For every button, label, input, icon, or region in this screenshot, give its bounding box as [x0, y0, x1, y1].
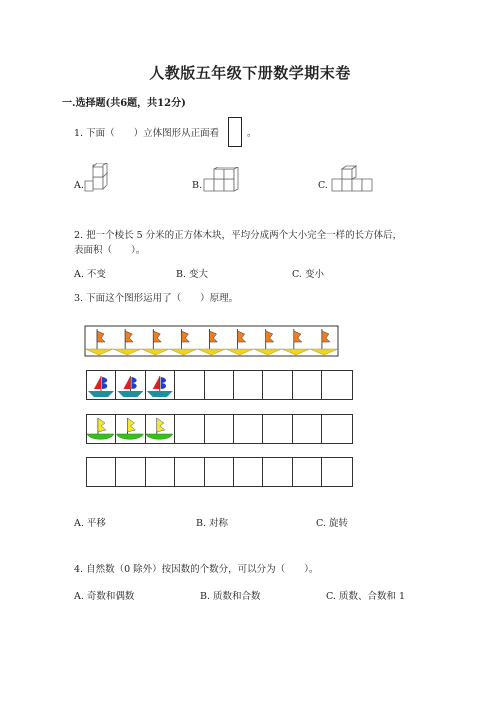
boat-hull — [117, 391, 143, 397]
empty-cell — [205, 415, 234, 443]
q4-option-a[interactable]: A. 奇数和偶数 — [74, 591, 135, 602]
front-view-rectangle — [228, 117, 242, 147]
empty-cell — [263, 458, 292, 486]
empty-cell — [263, 371, 292, 399]
question-4: 4. 自然数（0 除外）按因数的个数分，可以分为（ ）。 — [74, 564, 319, 575]
boat-hull — [147, 391, 173, 397]
empty-cell — [205, 371, 234, 399]
empty-cell — [322, 415, 351, 443]
sailboat-sail — [98, 418, 106, 432]
q1-cube-figure-b — [200, 167, 240, 193]
empty-cell — [175, 458, 204, 486]
question-2-line-1: 2. 把一个棱长 5 分米的正方体木块，平均分成两个大小完全一样的长方体后， — [74, 230, 403, 241]
boat-drawings — [86, 371, 176, 401]
empty-pattern-row — [86, 457, 353, 487]
boat-sail-blue — [161, 377, 166, 389]
question-1 — [74, 126, 219, 141]
empty-cell — [234, 415, 263, 443]
q1-cube-figure-a — [83, 163, 113, 193]
boat-sail-blue — [131, 377, 136, 389]
empty-cell — [263, 415, 292, 443]
q1-option-a[interactable]: A. — [74, 180, 84, 191]
sailboat-sail — [157, 418, 165, 432]
empty-cell — [205, 458, 234, 486]
page-title: 人教版五年级下册数学期末卷 — [149, 64, 351, 82]
empty-cell — [322, 371, 351, 399]
empty-cell — [293, 415, 322, 443]
section-heading: 一.选择题(共6题，共12分) — [62, 98, 186, 109]
q1-cube-figure-c — [328, 165, 376, 193]
empty-cell — [146, 458, 175, 486]
q1-option-c[interactable]: C. — [318, 180, 328, 191]
question-2-line-2: 表面积（ ）。 — [74, 245, 146, 256]
empty-cell — [293, 458, 322, 486]
q2-option-b[interactable]: B. 变大 — [176, 269, 209, 280]
q3-option-a[interactable]: A. 平移 — [74, 518, 106, 529]
boat-sail-red — [94, 376, 101, 389]
q4-option-c[interactable]: C. 质数、合数和 1 — [326, 591, 406, 602]
sailboat-hull — [116, 434, 143, 439]
empty-cell — [234, 371, 263, 399]
boat-icon — [147, 376, 173, 397]
q1-option-b[interactable]: B. — [192, 180, 203, 191]
question-2 — [74, 228, 434, 258]
empty-cell — [322, 458, 351, 486]
sailboat-icon — [87, 418, 114, 439]
q2-option-c[interactable]: C. 变小 — [292, 269, 324, 280]
sailboat-hull — [146, 434, 173, 439]
empty-cell — [293, 371, 322, 399]
boat-sail-blue — [102, 377, 107, 389]
q2-option-a[interactable]: A. 不变 — [74, 269, 106, 280]
boat-icon — [117, 376, 143, 397]
q3-option-c[interactable]: C. 旋转 — [316, 518, 348, 529]
sailboat-icon — [116, 418, 143, 439]
sailboat-icon — [146, 418, 173, 439]
question-3: 3. 下面这个图形运用了（ ）原理。 — [74, 293, 239, 304]
boat-icon — [88, 376, 114, 397]
empty-cell — [116, 458, 145, 486]
sailboat-sail — [127, 418, 135, 432]
boat-sail-red — [123, 376, 130, 389]
sailboat-hull — [87, 434, 114, 439]
boat-hull — [88, 391, 114, 397]
q4-option-b[interactable]: B. 质数和合数 — [200, 591, 261, 602]
flag-pattern-row — [84, 325, 340, 359]
sailboat-drawings — [86, 415, 176, 445]
empty-cell — [175, 371, 204, 399]
empty-cell — [234, 458, 263, 486]
boat-sail-red — [153, 376, 160, 389]
question-1-end: 。 — [247, 128, 257, 139]
empty-cell — [175, 415, 204, 443]
q3-option-b[interactable]: B. 对称 — [196, 518, 229, 529]
empty-cell — [87, 458, 116, 486]
question-1-text: 1. 下面（ ）立体图形从正面看 — [74, 128, 220, 139]
